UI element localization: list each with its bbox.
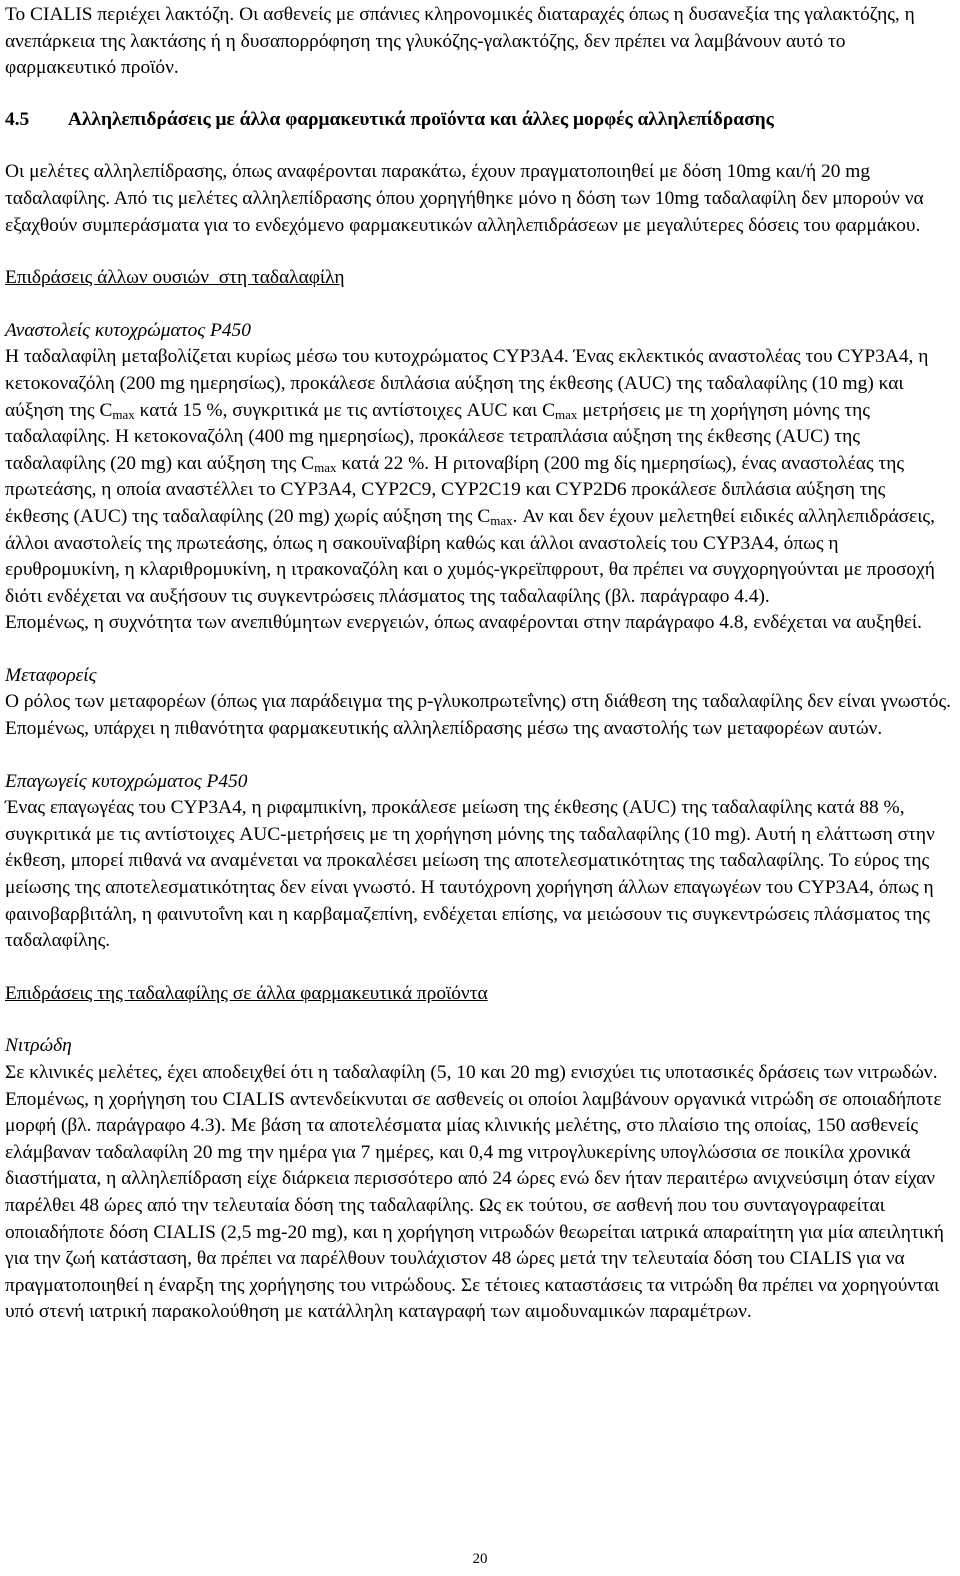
- transporters-subheading: Μεταφορείς: [5, 664, 97, 686]
- document-page: [5, 2, 953, 1326]
- section-title: Αλληλεπιδράσεις με άλλα φαρμακευτικά προϊόντα και άλλες μορφές αλληλεπίδρασης: [67, 108, 774, 130]
- inhibitors-consequence-paragraph: Επομένως, η συχνότητα των ανεπιθύμητων ενεργειών, όπως αναφέρονται στην παράγραφο 4.8, ενδέχεται να αυξηθεί.: [5, 612, 922, 634]
- inhibitors-subheading: Αναστολείς κυτοχρώματος P450: [5, 319, 251, 341]
- nitrates-subheading: Νιτρώδη: [5, 1035, 72, 1057]
- page-number: 20: [472, 1551, 488, 1567]
- nitrates-paragraph: Σε κλινικές μελέτες, έχει αποδειχθεί ότι η ταδαλαφίλη (5, 10 και 20 mg) ενισχύει τις υποτασικές δράσεις των νιτρωδών. Επομένως, η χορήγηση του CIALIS αντενδείκνυται σε ασθενείς οι οποίοι λαμβάνουν οργανικά νιτρώδη σε οποιαδήποτε μορφή (βλ. παράγραφο 4.3). Με βάση τα αποτελέσματα μίας κλινικής μελέτης, στο πλαίσιο της οποίας, 150 ασθενείς ελάμβαναν ταδαλαφίλη 20 mg την ημέρα για 7 ημέρες, και 0,4 mg νιτρογλυκερίνης υπογλώσσια σε ποικίλα χρονικά διαστήματα, η αλληλεπίδραση είχε διάρκεια περισσότερο από 24 ώρες ενώ δεν ήταν περαιτέρω ανιχνεύσιμη όταν είχαν παρέλθει 48 ώρες από την τελευταία δόση της ταδαλαφίλης. Ως εκ τούτου, σε ασθενή που του συνταγογραφείται οποιαδήποτε δόση CIALIS (2,5 mg-20 mg), και η χορήγηση νιτρωδών θεωρείται ιατρικά απαραίτητη για μία απειλητική για την ζωή κατάσταση, θα πρέπει να παρέλθουν τουλάχιστον 48 ώρες μετά την τελευταία δόση του CIALIS για να πραγματοποιηθεί η έναρξη της χορήγησης του νιτρώδους. Σε τέτοιες καταστάσεις τα νιτρώδη θα πρέπει να χορηγούνται υπό στενή ιατρική παρακολούθηση με κατάλληλη καταγραφή των αιμοδυναμικών παραμέτρων.: [5, 1062, 944, 1323]
- transporters-paragraph: Ο ρόλος των μεταφορέων (όπως για παράδειγμα της p-γλυκοπρωτεΐνης) στη διάθεση της ταδαλαφίλης δεν είναι γνωστός. Επομένως, υπάρχει η πιθανότητα φαρμακευτικής αλληλεπίδρασης μέσω της αναστολής των μεταφορέων αυτών.: [5, 691, 952, 740]
- inhibitors-paragraph: Η ταδαλαφίλη μεταβολίζεται κυρίως μέσω του κυτοχρώματος CYP3A4. Ένας εκλεκτικός αναστολέας του CYP3A4, η κετοκοναζόλη (200 mg ημερησίως), προκάλεσε διπλάσια αύξηση της έκθεσης (AUC) της ταδαλαφίλης (10 mg) και αύξηση της $C_{max}$ κατά 15 %, συγκριτικά με τις αντίστοιχες AUC και $C_{max}$ μετρήσεις με τη χορήγηση μόνης της ταδαλαφίλης. Η κετοκοναζόλη (400 mg ημερησίως), προκάλεσε τετραπλάσια αύξηση της έκθεσης (AUC) της ταδαλαφίλης (20 mg) και αύξηση της $C_{max}$ κατά 22 %. Η ριτοναβίρη (200 mg δίς ημερησίως), ένας αναστολέας της πρωτεάσης, η οποία αναστέλλει το CYP3A4, CYP2C9, CYP2C19 και CYP2D6 προκάλεσε διπλάσια αύξηση της έκθεσης (AUC) της ταδαλαφίλης (20 mg) χωρίς αύξηση της $C_{max}$. Αν και δεν έχουν μελετηθεί ειδικές αλληλεπιδράσεις, άλλοι αναστολείς της πρωτεάσης, όπως η σακουϊναβίρη καθώς και άλλοι αναστολείς του CYP3A4, όπως η ερυθρομυκίνη, η κλαριθρομυκίνη, η ιτρακοναζόλη και ο χυμός-γκρεϊπφρουτ, θα πρέπει να συγχορηγούνται με προσοχή διότι ενδέχεται να αυξήσουν τις συγκεντρώσεις πλάσματος της ταδαλαφίλης (βλ. παράγραφο 4.4).: [5, 346, 935, 607]
- lactose-warning-paragraph: Το CIALIS περιέχει λακτόζη. Οι ασθενείς με σπάνιες κληρονομικές διαταραχές όπως η δυσανεξία της γαλακτόζης, η ανεπάρκεια της λακτάσης ή η δυσαπορρόφηση της γλυκόζης-γαλακτόζης, δεν πρέπει να λαμβάνουν αυτό το φαρμακευτικό προϊόν.: [5, 4, 915, 79]
- inducers-subheading: Επαγωγείς κυτοχρώματος P450: [5, 770, 248, 792]
- overview-paragraph: Οι μελέτες αλληλεπίδρασης, όπως αναφέρονται παρακάτω, έχουν πραγματοποιηθεί με δόση 10mg και/ή 20 mg ταδαλαφίλης. Από τις μελέτες αλληλεπίδρασης όπου χορηγήθηκε μόνο η δόση των 10mg ταδαλαφίλη δεν μπορούν να εξαχθούν συμπεράσματα για το ενδεχόμενο φαρμακευτικών αλληλεπιδράσεων με μεγαλύτερες δόσεις του φαρμάκου.: [5, 161, 924, 236]
- section-heading: [5, 107, 953, 134]
- section-number: 4.5: [5, 108, 30, 130]
- effects-of-tadalafil-heading: Επιδράσεις της ταδαλαφίλης σε άλλα φαρμακευτικά προϊόντα: [5, 982, 488, 1004]
- effects-on-tadalafil-heading: Επιδράσεις άλλων ουσιών στη ταδαλαφίλη: [5, 267, 345, 289]
- inducers-paragraph: Ένας επαγωγέας του CYP3A4, η ριφαμπικίνη, προκάλεσε μείωση της έκθεσης (AUC) της ταδαλαφίλης κατά 88 %, συγκριτικά με τις αντίστοιχες AUC-μετρήσεις με τη χορήγηση μόνης της ταδαλαφίλης (10 mg). Αυτή η ελάττωση στην έκθεση, μπορεί πιθανά να αναμένεται να προκαλέσει μείωση της αποτελεσματικότητας της ταδαλαφίλης. Το εύρος της μείωσης της αποτελεσματικότητας δεν είναι γνωστό. Η ταυτόχρονη χορήγηση άλλων επαγωγέων του CYP3A4, όπως η φαινοβαρβιτάλη, η φαινυτοΐνη και η καρβαμαζεπίνη, ενδέχεται επίσης, να μειώσουν τις συγκεντρώσεις πλάσματος της ταδαλαφίλης.: [5, 797, 935, 952]
